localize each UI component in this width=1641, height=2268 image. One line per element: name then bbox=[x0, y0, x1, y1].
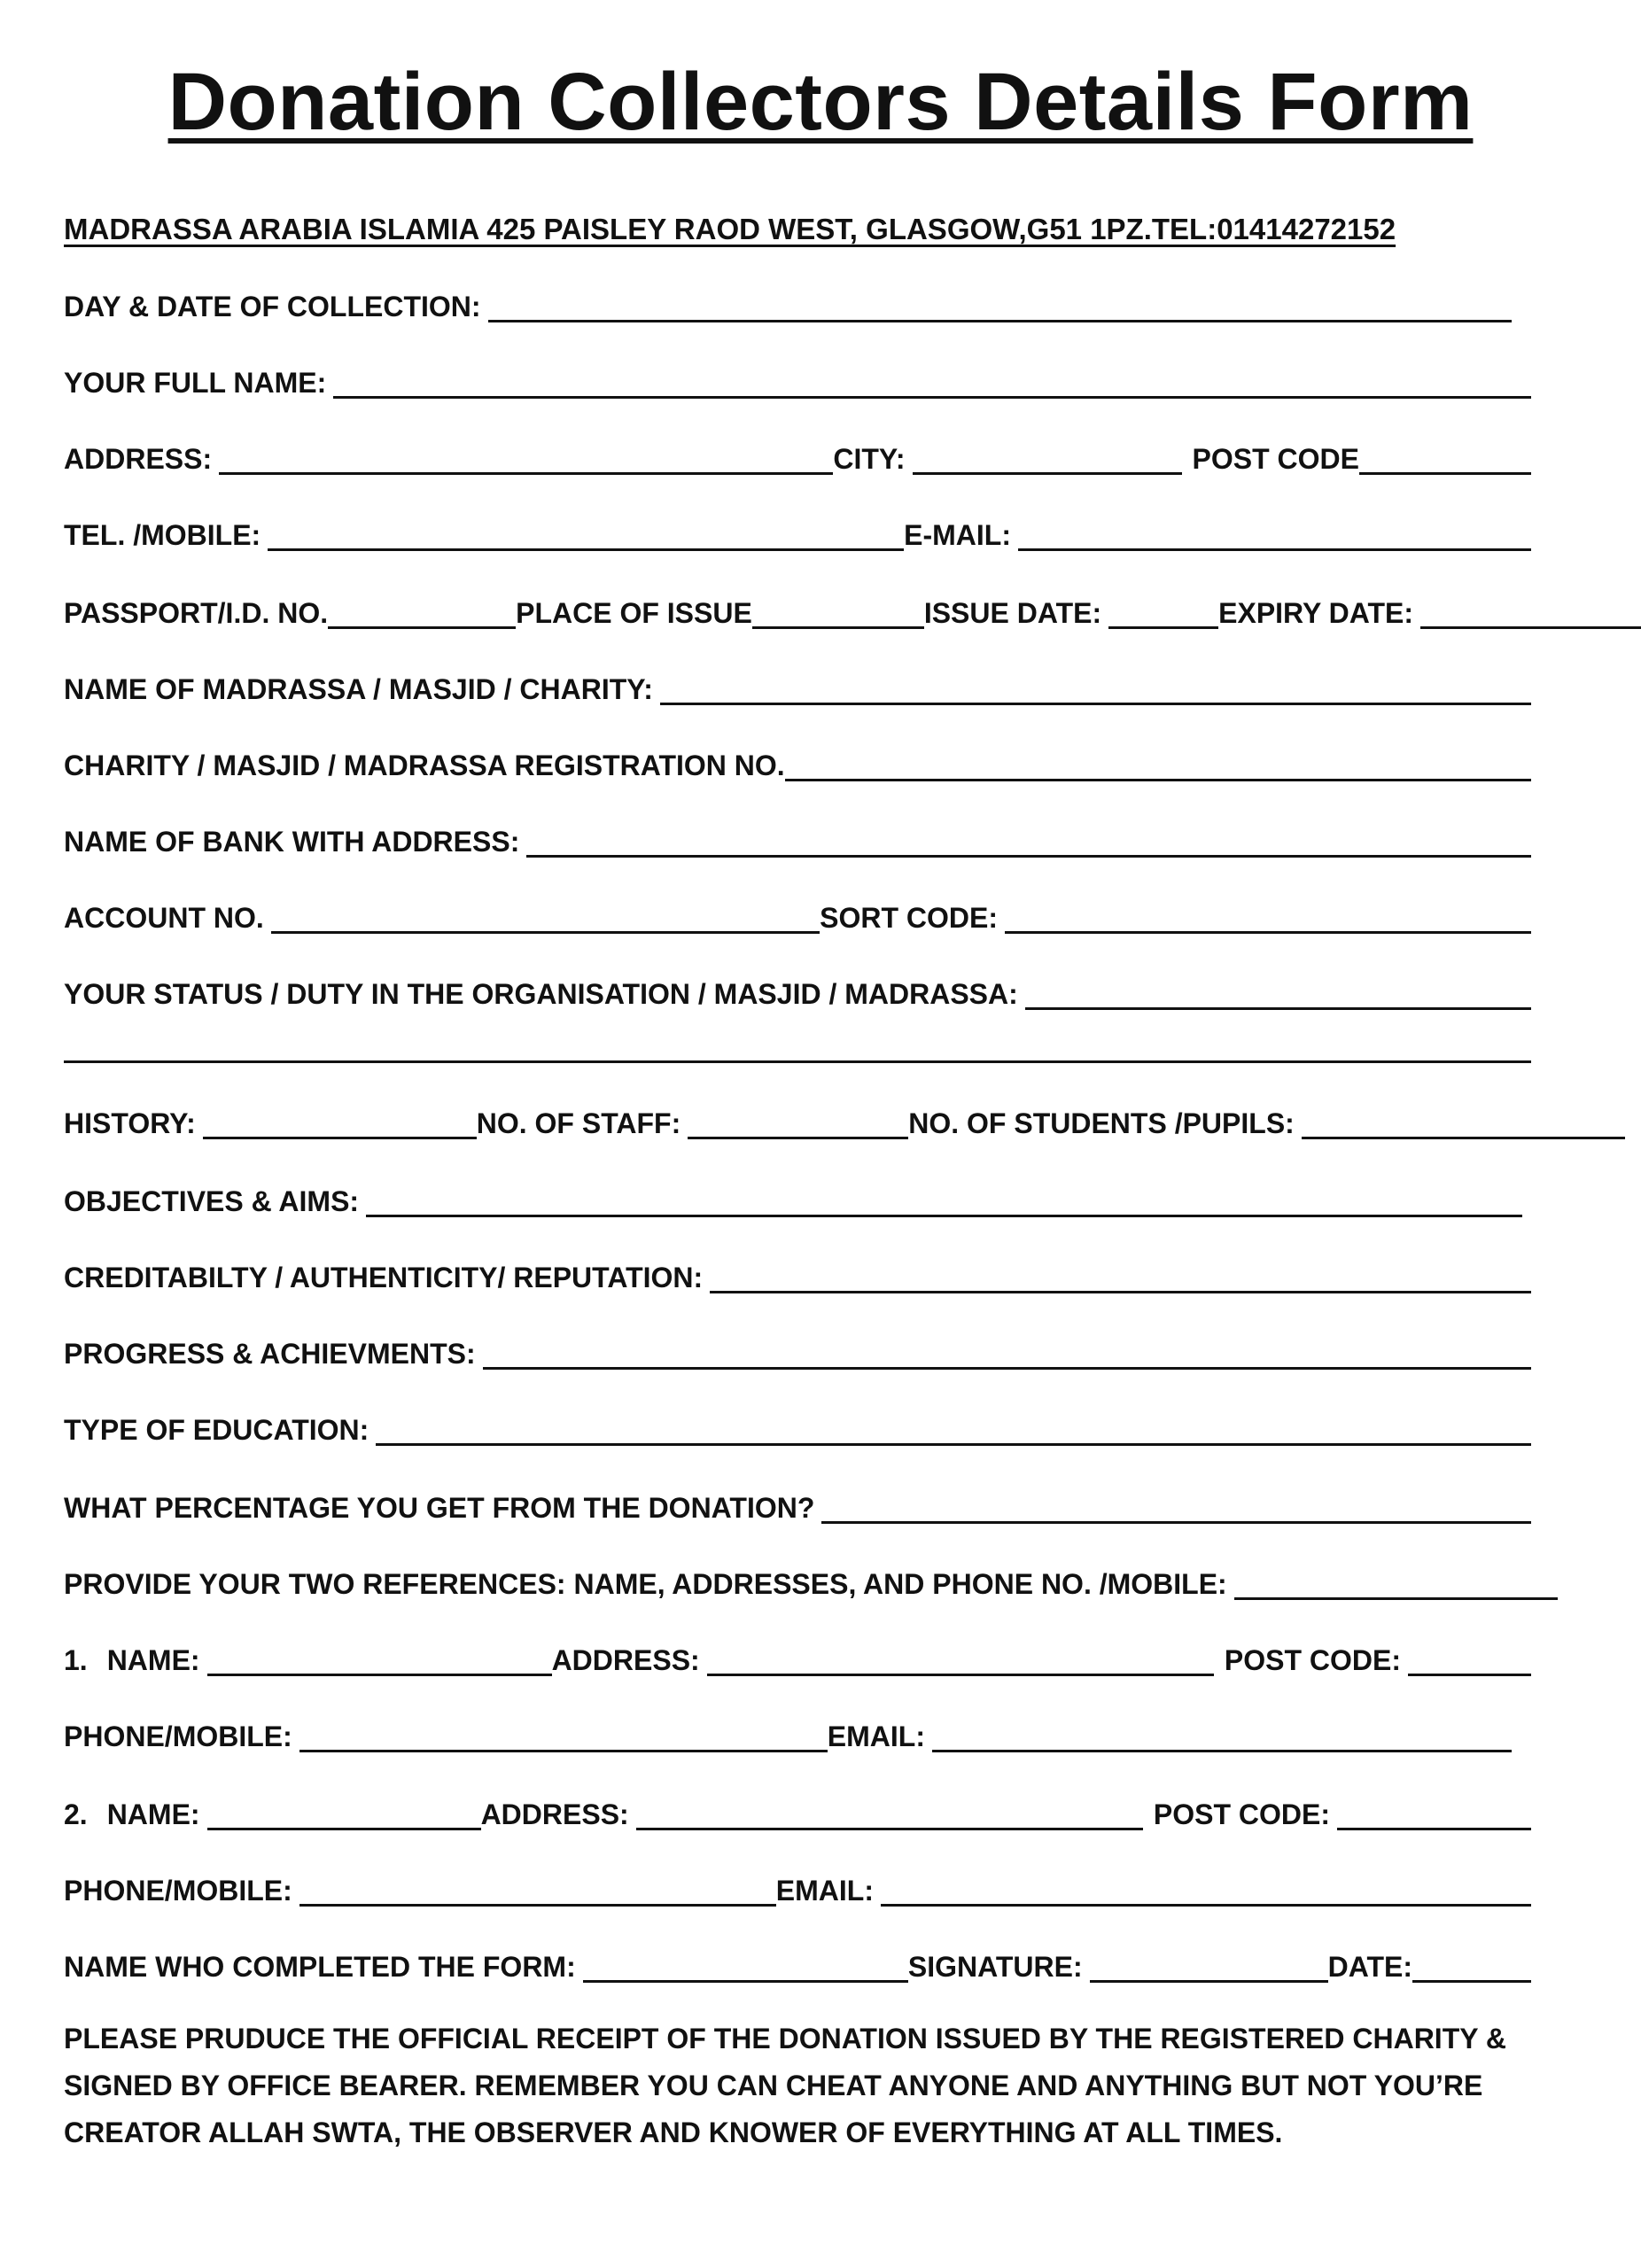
post-code-field[interactable] bbox=[1359, 444, 1531, 475]
place-issue-label: PLACE OF ISSUE bbox=[516, 597, 752, 629]
sort-code-label: SORT CODE: bbox=[820, 902, 998, 934]
row-history bbox=[64, 1099, 1531, 1141]
row-reference-2-contact bbox=[64, 1866, 1531, 1908]
credibility-field[interactable] bbox=[710, 1262, 1531, 1293]
signature-label: SIGNATURE: bbox=[907, 1951, 1083, 1983]
row-progress bbox=[64, 1329, 1531, 1371]
row-references bbox=[64, 1559, 1531, 1602]
objectives-field[interactable] bbox=[366, 1186, 1522, 1217]
status-field-continued[interactable] bbox=[64, 1032, 1531, 1063]
row-status bbox=[64, 969, 1531, 1012]
reference-1-post-code-label: POST CODE: bbox=[1224, 1644, 1401, 1676]
progress-label: PROGRESS & ACHIEVMENTS: bbox=[64, 1338, 476, 1370]
reference-2-name-label: NAME: bbox=[106, 1798, 200, 1830]
row-objectives bbox=[64, 1177, 1531, 1219]
date-field[interactable] bbox=[1412, 1952, 1531, 1983]
signature-field[interactable] bbox=[1090, 1952, 1328, 1983]
issue-date-field[interactable] bbox=[1108, 598, 1218, 629]
row-full-name bbox=[64, 358, 1531, 400]
reference-2-email-field[interactable] bbox=[881, 1876, 1531, 1907]
history-label: HISTORY: bbox=[64, 1107, 196, 1139]
row-registration-no bbox=[64, 741, 1531, 783]
row-account bbox=[64, 893, 1531, 936]
bank-field[interactable] bbox=[526, 827, 1531, 858]
status-label: YOUR STATUS / DUTY IN THE ORGANISATION / MASJID / MADRASSA: bbox=[64, 978, 1018, 1010]
reference-1-phone-field[interactable] bbox=[299, 1721, 828, 1752]
row-credibility bbox=[64, 1253, 1531, 1295]
students-label: NO. OF STUDENTS /PUPILS: bbox=[908, 1107, 1295, 1139]
reference-2-email-label: EMAIL: bbox=[775, 1875, 874, 1907]
percentage-label: WHAT PERCENTAGE YOU GET FROM THE DONATION? bbox=[64, 1492, 815, 1524]
tel-label: TEL. /MOBILE: bbox=[64, 519, 261, 551]
passport-field[interactable] bbox=[328, 598, 516, 629]
reference-1-email-field[interactable] bbox=[932, 1721, 1512, 1752]
place-issue-field[interactable] bbox=[752, 598, 924, 629]
objectives-label: OBJECTIVES & AIMS: bbox=[64, 1185, 360, 1217]
address-field[interactable] bbox=[219, 444, 833, 475]
registration-no-label: CHARITY / MASJID / MADRASSA REGISTRATION NO. bbox=[64, 750, 785, 781]
row-reference-1-contact bbox=[64, 1712, 1531, 1754]
tel-field[interactable] bbox=[268, 520, 904, 551]
row-status-continued bbox=[64, 1022, 1531, 1065]
row-day-date bbox=[64, 282, 1531, 324]
row-contact bbox=[64, 510, 1531, 553]
full-name-label: YOUR FULL NAME: bbox=[64, 367, 327, 399]
status-field[interactable] bbox=[1025, 979, 1531, 1010]
row-address bbox=[64, 434, 1531, 477]
email-field[interactable] bbox=[1018, 520, 1531, 551]
reference-1-phone-label: PHONE/MOBILE: bbox=[64, 1720, 292, 1752]
reference-1-number: 1. bbox=[64, 1644, 88, 1676]
expiry-date-label: EXPIRY DATE: bbox=[1218, 597, 1414, 629]
passport-label: PASSPORT/I.D. NO. bbox=[64, 597, 329, 629]
expiry-date-field[interactable] bbox=[1420, 598, 1641, 629]
reference-1-address-label: ADDRESS: bbox=[551, 1644, 700, 1676]
email-label: E-MAIL: bbox=[904, 519, 1011, 551]
full-name-field[interactable] bbox=[333, 368, 1531, 399]
row-reference-2 bbox=[64, 1790, 1531, 1832]
organisation-name-label: NAME OF MADRASSA / MASJID / CHARITY: bbox=[64, 673, 653, 705]
row-organisation-name bbox=[64, 664, 1531, 707]
row-completed-by bbox=[64, 1942, 1531, 1984]
education-field[interactable] bbox=[376, 1415, 1531, 1446]
staff-label: NO. OF STAFF: bbox=[476, 1107, 681, 1139]
address-label: ADDRESS: bbox=[64, 443, 213, 475]
organisation-name-field[interactable] bbox=[660, 674, 1531, 705]
reference-2-address-field[interactable] bbox=[636, 1799, 1143, 1830]
reference-1-name-field[interactable] bbox=[207, 1645, 552, 1676]
row-bank bbox=[64, 817, 1531, 859]
row-percentage bbox=[64, 1483, 1531, 1526]
receipt-notice: PLEASE PRUDUCE THE OFFICIAL RECEIPT OF THE DONATION ISSUED BY THE REGISTERED CHARITY & SIGNED BY OFFICE BEARER. REMEMBER YOU CAN CHEAT ANYONE AND ANYTHING BUT NOT YOU’RE CREATOR ALLAH SWTA, THE OBSERVER AND KNOWER OF EVERYTHING AT ALL TIMES. bbox=[64, 2023, 1506, 2148]
city-label: CITY: bbox=[833, 443, 906, 475]
bank-label: NAME OF BANK WITH ADDRESS: bbox=[64, 826, 520, 858]
reference-2-post-code-label: POST CODE: bbox=[1153, 1798, 1330, 1830]
references-field[interactable] bbox=[1234, 1569, 1558, 1600]
date-label: DATE: bbox=[1327, 1951, 1412, 1983]
education-label: TYPE OF EDUCATION: bbox=[64, 1414, 369, 1446]
references-label: PROVIDE YOUR TWO REFERENCES: NAME, ADDRESSES, AND PHONE NO. /MOBILE: bbox=[64, 1568, 1227, 1600]
reference-1-address-field[interactable] bbox=[707, 1645, 1214, 1676]
reference-1-name-label: NAME: bbox=[106, 1644, 200, 1676]
form-title: Donation Collectors Details Form bbox=[167, 57, 1474, 147]
day-date-label: DAY & DATE OF COLLECTION: bbox=[64, 291, 481, 322]
account-no-label: ACCOUNT NO. bbox=[64, 902, 264, 934]
sort-code-field[interactable] bbox=[1005, 903, 1531, 934]
account-no-field[interactable] bbox=[271, 903, 820, 934]
row-passport bbox=[64, 588, 1531, 631]
reference-2-post-code-field[interactable] bbox=[1337, 1799, 1531, 1830]
row-education bbox=[64, 1405, 1531, 1448]
row-reference-1 bbox=[64, 1635, 1531, 1678]
organisation-address-line: MADRASSA ARABIA ISLAMIA 425 PAISLEY RAOD WEST, GLASGOW,G51 1PZ.TEL:01414272152 bbox=[64, 213, 1396, 245]
completed-by-field[interactable] bbox=[583, 1952, 908, 1983]
reference-2-name-field[interactable] bbox=[207, 1799, 481, 1830]
credibility-label: CREDITABILTY / AUTHENTICITY/ REPUTATION: bbox=[64, 1262, 704, 1293]
students-field[interactable] bbox=[1302, 1108, 1625, 1139]
issue-date-label: ISSUE DATE: bbox=[923, 597, 1102, 629]
reference-2-phone-label: PHONE/MOBILE: bbox=[64, 1875, 292, 1907]
history-field[interactable] bbox=[203, 1108, 477, 1139]
reference-2-address-label: ADDRESS: bbox=[480, 1798, 629, 1830]
staff-field[interactable] bbox=[688, 1108, 908, 1139]
post-code-label: POST CODE bbox=[1192, 443, 1359, 475]
reference-1-email-label: EMAIL: bbox=[827, 1720, 925, 1752]
registration-no-field[interactable] bbox=[785, 750, 1531, 781]
reference-2-phone-field[interactable] bbox=[299, 1876, 776, 1907]
reference-1-post-code-field[interactable] bbox=[1408, 1645, 1531, 1676]
percentage-field[interactable] bbox=[821, 1493, 1531, 1524]
day-date-field[interactable] bbox=[488, 291, 1512, 322]
reference-2-number: 2. bbox=[64, 1798, 88, 1830]
progress-field[interactable] bbox=[483, 1339, 1531, 1370]
city-field[interactable] bbox=[913, 444, 1182, 475]
completed-by-label: NAME WHO COMPLETED THE FORM: bbox=[64, 1951, 576, 1983]
